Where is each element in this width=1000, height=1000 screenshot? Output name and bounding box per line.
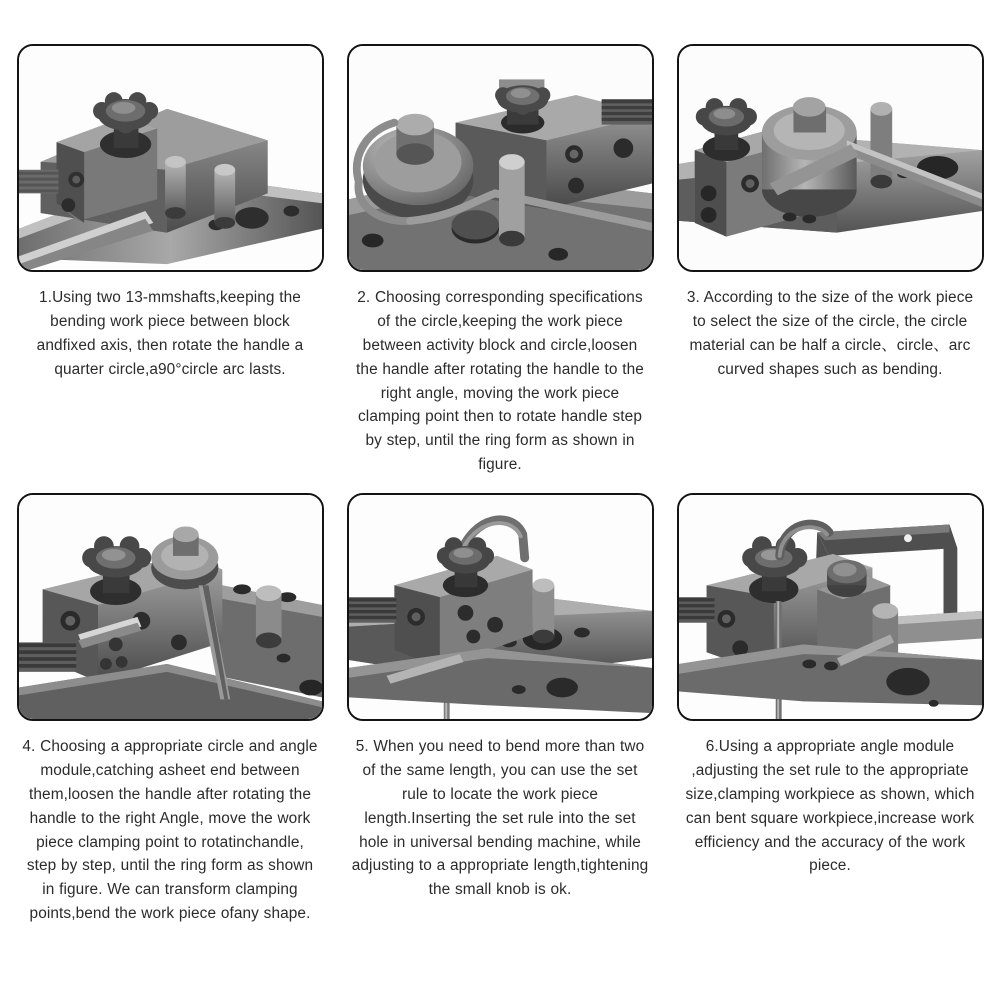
step-caption-4: 4. Choosing a appropriate circle and angle module,catching asheet end between them,loosen the handle after rotating the handle to the right Angle, move the work piece clamping point to rotatinchandle, step by step, until the ring form as shown in figure. We can transform clamping points,bend the work piece ofany shape. bbox=[22, 738, 318, 923]
step-caption-3: 3. According to the size of the work piece to select the size of the circle, the circle material can be half a circle、circle、arc curved shapes such as bending. bbox=[686, 289, 974, 378]
step-photo-5-illustration bbox=[349, 495, 652, 719]
step-photo-6-illustration bbox=[679, 495, 982, 719]
step-card-4 bbox=[17, 493, 324, 926]
step-caption-6: 6.Using a appropriate angle module ,adjusting the set rule to the appropriate size,clamping workpiece as shown, which can bent square workpiece,increase work efficiency and the accuracy of the work piece. bbox=[685, 738, 975, 875]
step-photo-1-illustration bbox=[19, 46, 322, 270]
step-photo-1 bbox=[17, 44, 324, 272]
step-photo-6 bbox=[677, 493, 984, 721]
step-photo-2-illustration bbox=[349, 46, 652, 270]
step-photo-5 bbox=[347, 493, 654, 721]
step-card-6 bbox=[677, 493, 984, 926]
step-caption-5: 5. When you need to bend more than two of the same length, you can use the set rule to locate the work piece length.Inserting the set rule into the set hole in universal bending machine, while adjusting to a appropriate length,tightening the small knob is ok. bbox=[351, 738, 649, 899]
step-photo-2 bbox=[347, 44, 654, 272]
step-caption-2: 2. Choosing corresponding specifications of the circle,keeping the work piece between activity block and circle,loosen the handle after rotating the handle to the right angle, moving the work piece clamping point then to rotate handle step by step, until the ring form as shown in figure. bbox=[356, 289, 644, 474]
step-photo-4-illustration bbox=[19, 495, 322, 719]
step-card-3 bbox=[677, 44, 984, 477]
step-photo-3 bbox=[677, 44, 984, 272]
step-card-5 bbox=[347, 493, 654, 926]
step-photo-4 bbox=[17, 493, 324, 721]
step-caption-1: 1.Using two 13-mmshafts,keeping the bending work piece between block andfixed axis, then rotate the handle a quarter circle,a90°circle arc lasts. bbox=[36, 289, 304, 378]
step-card-2 bbox=[347, 44, 654, 477]
steps-grid bbox=[20, 44, 980, 926]
step-card-1 bbox=[17, 44, 324, 477]
step-photo-3-illustration bbox=[679, 46, 982, 270]
